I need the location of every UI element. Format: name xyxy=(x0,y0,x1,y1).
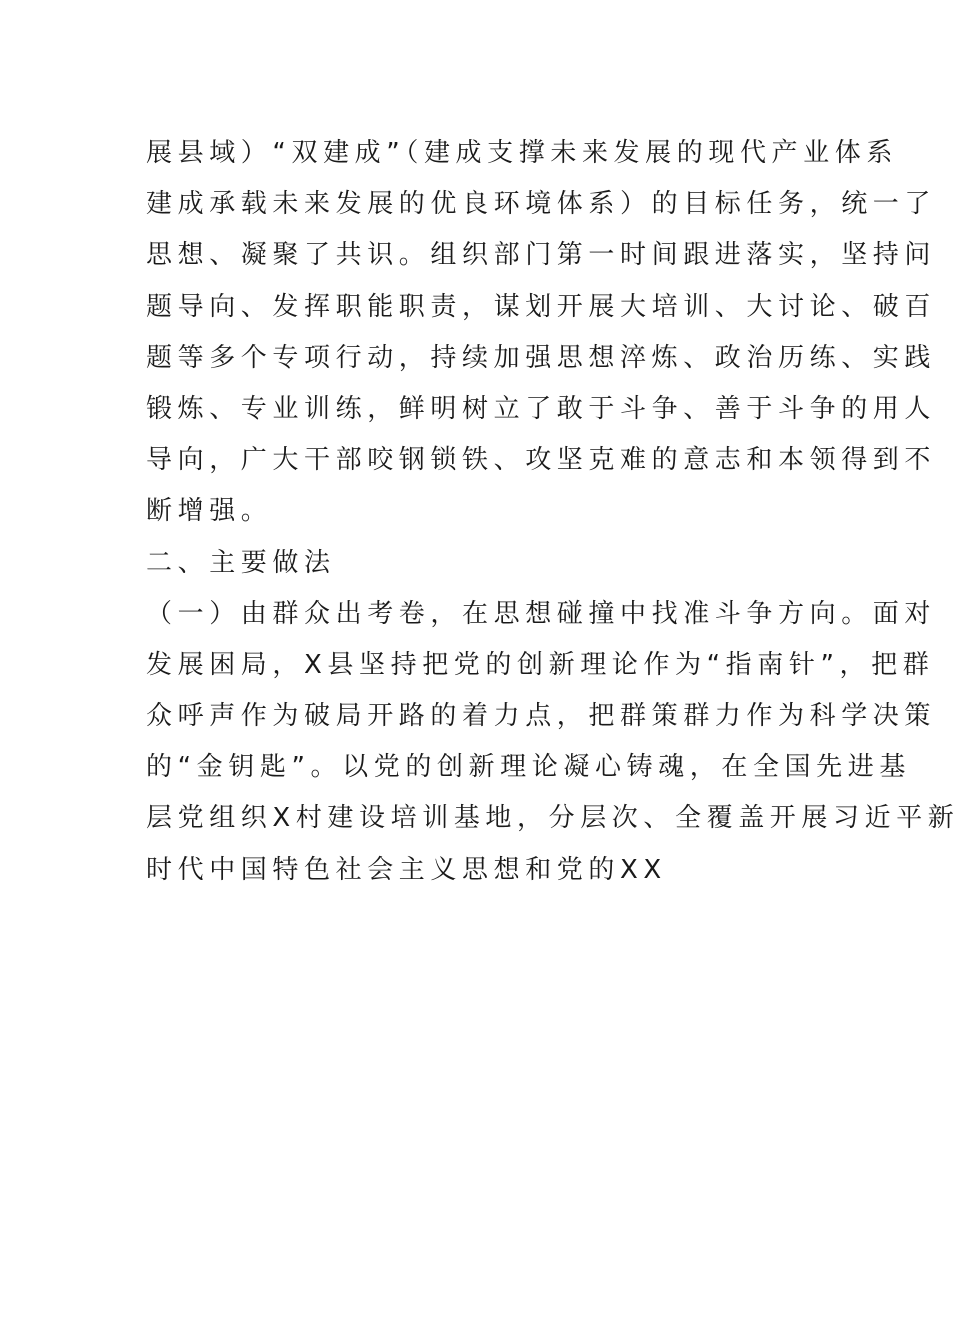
paragraph-line: 思想、凝聚了共识。组织部门第一时间跟进落实，坚持问 xyxy=(146,240,937,271)
section-heading: 二、主要做法 xyxy=(146,547,336,578)
paragraph-line: 展县域）“双建成”（建成支撑未来发展的现代产业体系 xyxy=(146,138,898,168)
paragraph-line: 的“金钥匙”。以党的创新理论凝心铸魂，在全国先进基 xyxy=(146,752,911,783)
paragraph-line: 层党组织X村建设培训基地，分层次、全覆盖开展习近平新 xyxy=(146,803,959,834)
paragraph-line: 题等多个专项行动，持续加强思想淬炼、政治历练、实践 xyxy=(146,342,937,373)
paragraph-line: 导向，广大干部咬钢锁铁、攻坚克难的意志和本领得到不 xyxy=(146,445,937,476)
paragraph-line: 断增强。 xyxy=(146,496,273,527)
paragraph-line: 时代中国特色社会主义思想和党的XX xyxy=(146,854,667,885)
paragraph-line: 建成承载未来发展的优良环境体系）的目标任务，统一了 xyxy=(146,189,937,220)
paragraph-line: 发展困局，X县坚持把党的创新理论作为“指南针”，把群 xyxy=(146,649,935,680)
paragraph-line: 题导向、发挥职能职责，谋划开展大培训、大讨论、破百 xyxy=(146,291,937,322)
paragraph-line: （一）由群众出考卷，在思想碰撞中找准斗争方向。面对 xyxy=(146,598,937,629)
document-body xyxy=(146,128,959,896)
paragraph-line: 锻炼、专业训练，鲜明树立了敢于斗争、善于斗争的用人 xyxy=(146,393,937,424)
paragraph-line: 众呼声作为破局开路的着力点，把群策群力作为科学决策 xyxy=(146,701,937,732)
